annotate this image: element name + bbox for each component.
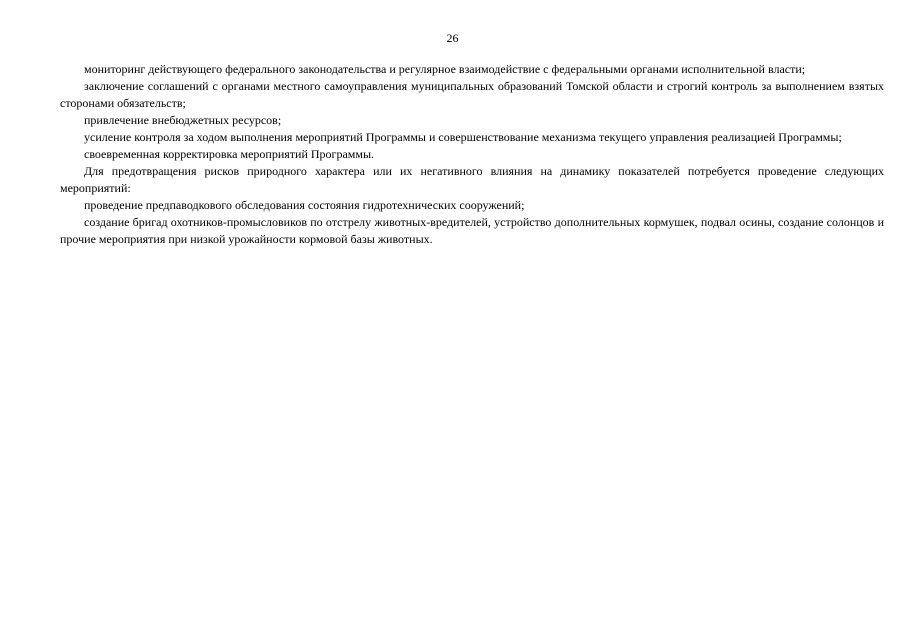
paragraph-natural-risks: Для предотвращения рисков природного характера или их негативного влияния на динамику показателей потребуется проведение следующих мероприятий: (60, 164, 884, 195)
paragraph-agreements: заключение соглашений с органами местного самоуправления муниципальных образований Томской области и строгий контроль за выполнением взятых сторонами обязательств; (60, 79, 884, 110)
paragraph-monitoring: мониторинг действующего федерального законодательства и регулярное взаимодействие с федеральными органами исполнительной власти; (84, 62, 806, 76)
paragraph-inspection: проведение предпаводкового обследования состояния гидротехнических сооружений; (84, 198, 525, 212)
paragraph-hunters: создание бригад охотников-промысловиков по отстрелу животных-вредителей, устройство дополнительных кормушек, подвал осины, создание солонцов и прочие мероприятия при низкой урожайности кормовой базы животных. (60, 215, 884, 246)
paragraph-extra-budget: привлечение внебюджетных ресурсов; (84, 113, 282, 127)
document-body (60, 61, 884, 248)
paragraph-correction: своевременная корректировка мероприятий Программы. (84, 147, 375, 161)
page-number: 26 (446, 31, 459, 45)
paragraph-control: усиление контроля за ходом выполнения мероприятий Программы и совершенствование механизма текущего управления реализацией Программы; (84, 130, 842, 144)
